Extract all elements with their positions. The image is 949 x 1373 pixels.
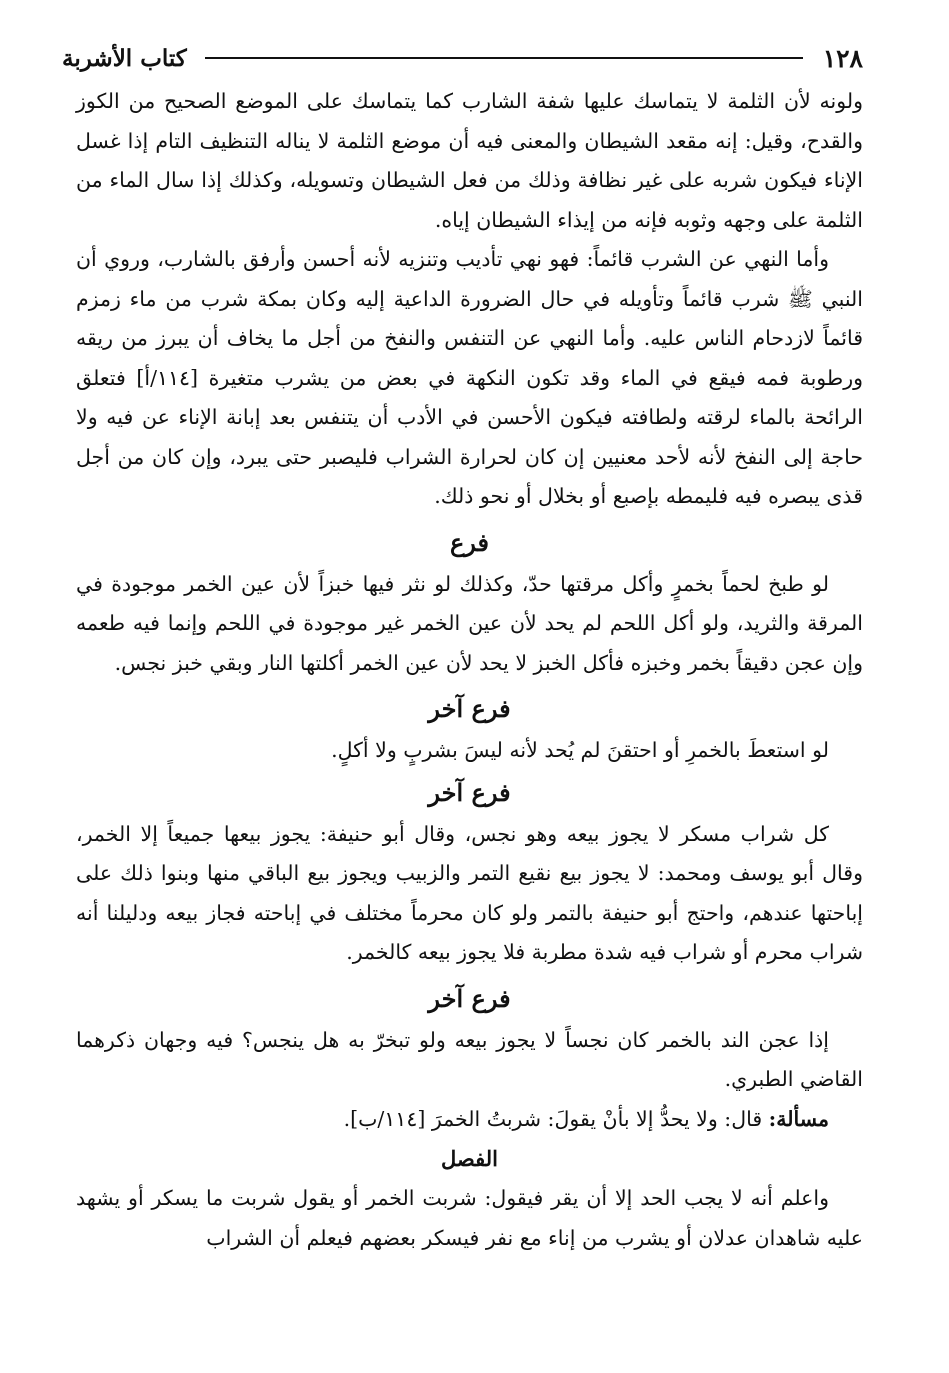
issue-label: مسألة: [768,1106,829,1131]
paragraph-cooked-meat: لو طبخ لحماً بخمرٍ وأكل مرقتها حدّ، وكذلك لو نثر فيها خبزاً لأن عين الخمر موجودة في المرقة والثريد، ولو أكل اللحم لم يحد لأن عين الخمر غير موجودة في اللحم وإنما فيه طعمه وإن عجن دقيقاً بخمر وخبزه فأكل الخبز لا يحد لأن عين الخمر أكلتها النار وبقي خبز نجس. [76,571,863,675]
section-heading-another-branch-3: فرع آخر [428,983,511,1013]
page-header [62,36,863,80]
paragraph-continuation: ولونه لأن الثلمة لا يتماسك عليها شفة الشارب كما يتماسك على الموضع الصحيح من الكوز والقدح، وقيل: إنه مقعد الشيطان والمعنى فيه أن موضع الثلمة لا يناله التنظيف التام إذا غسل الإناء فيكون شربه على غير نظافة وذلك من فعل الشيطان وتسويله، وكذلك إذا سال الماء من الثلمة على وجهه وثوبه فإنه من إيذاء الشيطان إياه. [76,89,863,232]
issue-text: قال: ولا يحدُّ إلا بأنْ يقولَ: شربتُ الخمرَ [١١٤/ب]. [343,1106,763,1131]
paragraph-confession: واعلم أنه لا يجب الحد إلا أن يقر فيقول: شربت الخمر أو يقول شربت ما يسكر أو يشهد عليه شاهدان عدلان أو يشرب من إناء مع نفر فيسكر بعضهم فيعلم أن الشراب [76,1186,863,1250]
page-body [76,82,863,1258]
section-heading-another-branch-2: فرع آخر [428,777,511,807]
paragraph-standing-drinking: وأما النهي عن الشرب قائماً: فهو نهي تأديب وتنزيه لأنه أحسن وأرفق بالشارب، وروي أن النبي ﷺ شرب قائماً وتأويله في حال الضرورة الداعية إليه وكان بمكة شرب من ماء زمزم قائماً لازدحام الناس عليه. وأما النهي عن التنفس والنفخ من أجل ما يخاف أن يبرز من ريقه ورطوبة فمه فيقع في الماء وقد تكون النكهة في بعض من يشرب متغيرة [١١٤/أ] فتعلق الرائحة بالماء لرقته ولطافته فيكون الأحسن في الأدب أن يتنفس بعد إبانة الإناء عن فيه ولا حاجة إلى النفخ لأنه لأحد معنيين إن كان لحرارة الشراب فليصبر حتى يبرد، وإن كان من أجل قذى يبصره فيه فليمطه بإصبع أو بخلال أو نحو ذلك. [76,247,864,508]
paragraph-incense: إذا عجن الند بالخمر كان نجساً لا يجوز بيعه ولو تبخرّ به هل ينجس؟ فيه وجهان ذكرهما القاضي الطبري. [76,1027,863,1091]
paragraph-selling-intoxicants: كل شراب مسكر لا يجوز بيعه وهو نجس، وقال أبو حنيفة: يجوز بيعها جميعاً إلا الخمر، وقال أبو يوسف ومحمد: لا يجوز بيع نقيع التمر والزبيب ويجوز بيع الباقي منها وبنوا ذلك على إباحتها عندهم، واحتج أبو حنيفة بالتمر ولو كان محرماً مختلف في إباحته فجاز بيعه ودليلنا أنه شراب محرم أو شراب فيه شدة مطربة فلا يجوز بيعه كالخمر. [76,821,863,964]
section-heading-chapter: الفصل [441,1146,498,1171]
paragraph-snuff: لو استعطَ بالخمرِ أو احتقنَ لم يُحد لأنه ليسَ بشربٍ ولا أكلٍ. [331,738,829,762]
paragraph-issue [76,1100,863,1140]
running-title: كتاب الأشربة [62,44,187,72]
section-heading-another-branch-1: فرع آخر [428,694,511,723]
section-heading-far: فرع [449,527,490,557]
header-rule [205,57,803,59]
page-number: ١٢٨ [822,43,863,73]
